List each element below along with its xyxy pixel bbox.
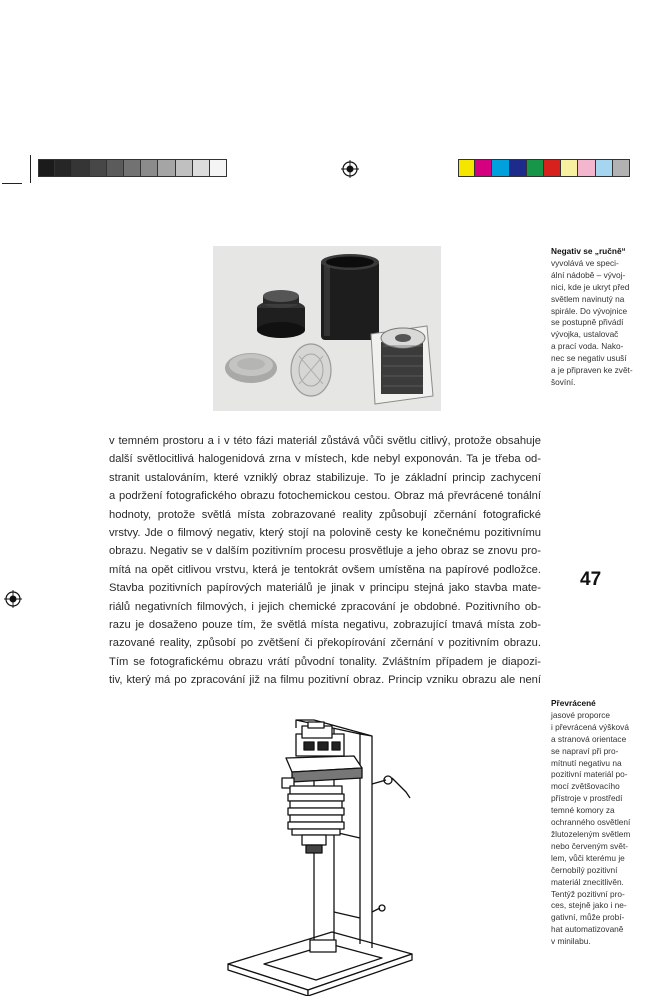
sidenote-line: Tentýž pozitivní pro- [551,888,625,899]
sidenote-line: se napraví při pro- [551,745,619,756]
sidenote-line: a je připraven ke zvět- [551,365,633,376]
gray-swatch [124,159,141,177]
sidenote-reversal [551,698,651,948]
sidenote-line: mítnutí negativu na [551,757,622,768]
grayscale-color-bar [38,159,227,177]
body-text-line: v temném prostoru a i v této fázi materiál zůstává vůči světlu citlivý, protože obsahuje [109,435,541,447]
crop-mark-horizontal [2,183,22,184]
sidenote-line: v minilabu. [551,936,591,947]
body-text-line: razu je dosaženo pouze tím, že světlá místa negativu, zobrazující tmavá místa zob- [109,618,541,631]
color-swatch [578,159,595,177]
color-swatch [458,159,475,177]
sidenote-line: lem, vůči kterému je [551,852,625,863]
color-swatch [544,159,561,177]
photo-enlarger-illustration [222,712,418,996]
body-text-line: mítá na opět citlivou vrstvu, která je tentokrát ovšem umístěna na papírové podložce. [109,563,541,576]
sidenote-line: přístroje v prostředí [551,793,623,804]
body-text-line: Tím se fotografickému obrazu vrátí původní tonality. Zvláštním případem je diapozi- [109,655,541,668]
sidenote-line: mocí zvětšovacího [551,781,620,792]
sidenote-line: ces, stejně jako i ne- [551,900,627,911]
sidenote-developing-title: Negativ se „ručně“ [551,246,626,256]
sidenote-line: pozitivní materiál po- [551,769,628,780]
developing-tank-illustration [213,246,441,411]
sidenote-line: a prací voda. Nako- [551,341,624,352]
body-text-line: další světlocitlivá halogenidová zrna v místech, kde nebyl exponován. Ta je třeba od- [109,453,541,466]
body-text-line: riálů negativních filmových, i jejich chemické zpracování je obdobné. Pozitivního ob- [109,600,541,613]
sidenote-line: černobílý pozitivní [551,864,618,875]
gray-swatch [55,159,72,177]
color-swatch [475,159,492,177]
color-swatch [613,159,630,177]
sidenote-line: nici, kde je ukryt před [551,281,630,292]
sidenote-line: vývojka, ustalovač [551,329,619,340]
sidenote-line: žlutozeleným světlem [551,828,631,839]
gray-swatch [72,159,89,177]
gray-swatch [176,159,193,177]
gray-swatch [158,159,175,177]
gray-swatch [210,159,227,177]
body-text-line: Stavba pozitivních papírových materiálů je jinak v principu stejná jako stavba mate- [109,582,541,595]
enlarger-drawing [222,712,418,996]
body-text-line: stranit ustalováním, které vzniklý obraz stabilizuje. To je základní princip zachycení [109,471,541,484]
registration-mark-top [341,160,359,178]
gray-swatch [107,159,124,177]
color-swatch [510,159,527,177]
sidenote-line: ochranného osvětlení [551,817,631,828]
sidenote-line: gativní, může probí- [551,912,625,923]
body-text-line: hodnoty, protože světlá místa zobrazované reality způsobují zčernání fotografické [109,508,541,521]
sidenote-line: vyvolává ve speci- [551,257,619,268]
sidenote-line: i převrácená výšková [551,721,629,732]
color-swatch [492,159,509,177]
sidenote-line: hat automatizovaně [551,924,624,935]
gray-swatch [141,159,158,177]
sidenote-line: šovíní. [551,376,576,387]
sidenote-line: temné komory za [551,805,615,816]
sidenote-reversal-title: Převrácené [551,698,596,708]
sidenote-line: nebo červeným svět- [551,840,629,851]
gray-swatch [90,159,107,177]
color-swatch [527,159,544,177]
sidenote-line: světlem navinutý na [551,293,625,304]
body-text-line: tiv, který má po zpracování již na filmu pozitivní obraz. Princip vzniku obrazu ale není [109,674,541,687]
developing-tank-photo [213,246,441,411]
crop-mark-vertical [30,155,31,183]
body-text-line: vrstvy. Jde o filmový negativ, který stojí na polovině cesty ke konečnému pozitivnímu [109,526,541,539]
registration-mark-left [4,590,22,608]
body-text-line: razované reality, způsobí po zvětšení či překopírování zčernání v pozitivním obrazu. [109,637,541,650]
process-color-bar [458,159,630,177]
gray-swatch [193,159,210,177]
sidenote-line: ální nádobě – vývoj- [551,269,626,280]
sidenote-line: jasové proporce [551,709,611,720]
sidenote-line: a stranová orientace [551,733,627,744]
body-text-line: a podržení fotografického obrazu fotochemickou cestou. Obraz má převrácené tonální [109,490,541,503]
color-swatch [596,159,613,177]
body-text-line: obrazu. Negativ se v dalším pozitivním procesu prosvětluje a jeho obraz se znovu pro- [109,545,541,558]
page-number: 47 [580,569,602,590]
sidenote-line: nec se negativ usuší [551,353,627,364]
sidenote-developing [551,246,651,389]
sidenote-line: se postupně přivádí [551,317,624,328]
gray-swatch [38,159,55,177]
body-text [109,432,541,689]
sidenote-line: materiál znecitlivěn. [551,876,624,887]
color-swatch [561,159,578,177]
sidenote-line: spirále. Do vývojnice [551,305,628,316]
